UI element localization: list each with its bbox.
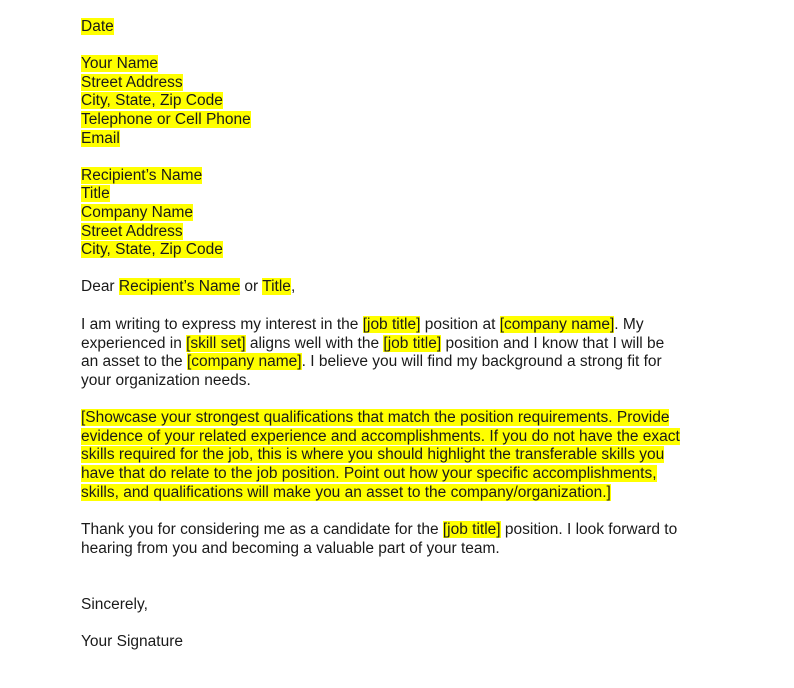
paragraph-qualifications [81,409,721,502]
p2-line: evidence of your related experience and accomplishments. If you do not have the exact [81,427,680,445]
recipient-address-block [81,167,721,260]
salutation-or: or [240,278,263,296]
p1-text: position and I know that I will be [441,334,665,352]
recipient-company: Company Name [81,203,193,221]
p1-job-title-placeholder: [job title] [383,334,442,352]
salutation-name: Recipient’s Name [118,278,241,296]
p1-company-name-placeholder: [company name] [187,353,302,371]
paragraph-intro [81,316,721,390]
closing-signature: Your Signature [81,633,183,651]
salutation [81,278,721,297]
p1-text: an asset to the [81,353,187,371]
cover-letter-document [81,18,721,652]
p3-text: Thank you for considering me as a candidate for the [81,521,443,539]
salutation-title: Title [262,278,291,296]
sender-street: Street Address [81,73,183,91]
recipient-city: City, State, Zip Code [81,241,223,259]
sender-city: City, State, Zip Code [81,92,223,110]
paragraph-closing [81,521,721,558]
p2-line: [Showcase your strongest qualifications that match the position requirements. Provide [81,409,670,427]
p2-line: have that do relate to the job position. Point out how your specific accomplishments, [81,465,657,483]
p3-job-title-placeholder: [job title] [442,521,501,539]
p1-company-name-placeholder: [company name] [499,315,615,333]
sender-name: Your Name [81,55,158,73]
p2-line: skills required for the job, this is where you should highlight the transferable skills you [81,446,665,464]
p1-text: I am writing to express my interest in the [81,315,363,333]
recipient-name: Recipient’s Name [81,166,203,184]
date-placeholder: Date [81,18,114,35]
p1-skill-set-placeholder: [skill set] [186,334,246,352]
date-line [81,18,721,37]
p3-text: position. I look forward to [500,521,678,539]
p1-text: . My [614,315,644,333]
p1-text: experienced in [81,334,187,352]
p1-text: your organization needs. [81,371,251,389]
salutation-comma: , [290,278,296,296]
p1-job-title-placeholder: [job title] [362,315,421,333]
closing-sincerely: Sincerely, [81,596,148,614]
p3-text: hearing from you and becoming a valuable part of your team. [81,539,500,557]
sender-phone: Telephone or Cell Phone [81,110,251,128]
p1-text: . I believe you will find my background a strong fit for [301,353,662,371]
p1-text: aligns well with the [245,334,384,352]
salutation-dear: Dear [81,278,119,296]
p2-line: skills, and qualifications will make you an asset to the company/organization.] [81,483,611,501]
sender-address-block [81,55,721,148]
sender-email: Email [81,129,120,147]
p1-text: position at [420,315,500,333]
recipient-street: Street Address [81,222,183,240]
recipient-title: Title [81,185,110,203]
